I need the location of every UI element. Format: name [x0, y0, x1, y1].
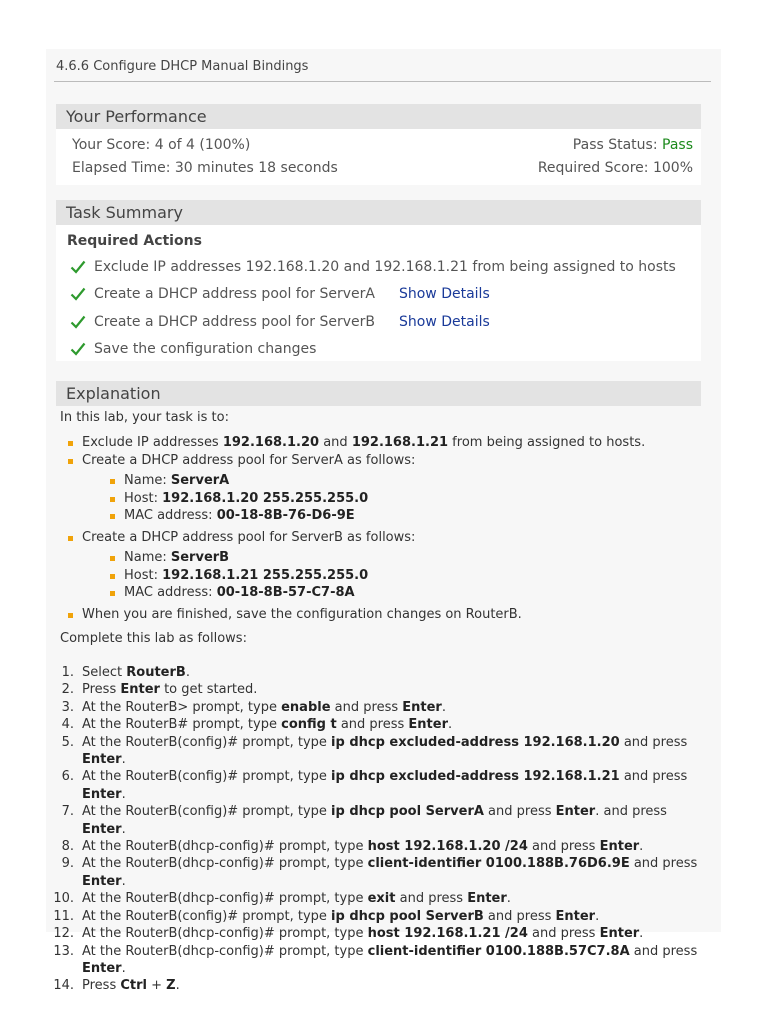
pass-status-value: Pass — [662, 137, 693, 153]
serverb-details — [82, 549, 701, 602]
action-text: Create a DHCP address pool for ServerA — [94, 286, 375, 302]
steps-intro: Complete this lab as follows: — [60, 631, 247, 646]
list-item: MAC address: 00-18-8B-76-D6-9E — [82, 507, 701, 525]
servera-details — [82, 472, 701, 525]
list-item: Exclude IP addresses 192.168.1.20 and 192.168.1.21 from being assigned to hosts. — [60, 434, 701, 452]
step-item: 10. At the RouterB(dhcp-config)# prompt, type exit and press Enter. — [53, 891, 511, 907]
page-title: 4.6.6 Configure DHCP Manual Bindings — [56, 59, 309, 74]
required-actions-title: Required Actions — [67, 233, 202, 249]
action-item — [70, 341, 316, 357]
action-item — [70, 259, 676, 275]
checkmark-icon — [70, 260, 86, 274]
performance-heading: Your Performance — [56, 104, 701, 129]
step-item: 8. At the RouterB(dhcp-config)# prompt, type host 192.168.1.20 /24 and press Enter. — [61, 839, 644, 855]
steps-list — [53, 664, 701, 995]
pass-status-label: Pass Status: — [572, 137, 658, 153]
performance-panel — [56, 129, 701, 185]
required-score: Required Score: 100% — [537, 160, 693, 176]
step-item: 1. Select RouterB. — [61, 665, 190, 680]
step-item: 4. At the RouterB# prompt, type config t and press Enter. — [61, 717, 453, 733]
score-label: Your Score: 4 of 4 (100%) — [72, 137, 251, 153]
step-item: 7. At the RouterB(config)# prompt, type ip dhcp pool ServerA and press Enter. and press Enter. — [61, 804, 667, 837]
pass-status — [573, 137, 693, 153]
checkmark-icon — [70, 315, 86, 329]
explanation-body — [53, 410, 701, 995]
step-item: 11. At the RouterB(config)# prompt, type ip dhcp pool ServerB and press Enter. — [53, 908, 600, 924]
show-details-link-serverb[interactable]: Show Details — [399, 314, 490, 330]
task-summary-panel — [56, 225, 701, 361]
step-item: 14. Press Ctrl + Z. — [53, 978, 180, 994]
list-item: Create a DHCP address pool for ServerB as follows: Name: ServerB Host: 192.168.1.21 255.255.255.0 MAC address: 00-18-8B-57-C7-8A — [60, 529, 701, 602]
step-item: 6. At the RouterB(config)# prompt, type ip dhcp excluded-address 192.168.1.21 and press Enter. — [61, 769, 688, 802]
action-text: Create a DHCP address pool for ServerB — [94, 314, 375, 330]
checkmark-icon — [70, 342, 86, 356]
explanation-heading: Explanation — [56, 381, 701, 406]
step-item: 9. At the RouterB(dhcp-config)# prompt, type client-identifier 0100.188B.76D6.9E and press Enter. — [61, 856, 698, 889]
list-item: Name: ServerA — [82, 472, 701, 490]
elapsed-time: Elapsed Time: 30 minutes 18 seconds — [72, 160, 338, 176]
explanation-intro: In this lab, your task is to: — [60, 410, 229, 425]
action-text: Save the configuration changes — [94, 341, 317, 357]
list-item: MAC address: 00-18-8B-57-C7-8A — [82, 584, 701, 602]
checkmark-icon — [70, 287, 86, 301]
show-details-link-servera[interactable]: Show Details — [398, 286, 490, 302]
list-item: Host: 192.168.1.20 255.255.255.0 — [82, 490, 701, 508]
step-item: 12. At the RouterB(dhcp-config)# prompt, type host 192.168.1.21 /24 and press Enter. — [53, 926, 644, 942]
lab-report-card — [46, 49, 721, 994]
title-divider — [54, 81, 711, 82]
list-item: Host: 192.168.1.21 255.255.255.0 — [82, 567, 701, 585]
step-item: 3. At the RouterB> prompt, type enable and press Enter. — [61, 699, 446, 715]
task-list — [60, 434, 701, 623]
list-item: Name: ServerB — [82, 549, 701, 567]
step-item: 5. At the RouterB(config)# prompt, type ip dhcp excluded-address 192.168.1.20 and press Enter. — [61, 734, 688, 768]
list-item: Create a DHCP address pool for ServerA as follows: Name: ServerA Host: 192.168.1.20 255.255.255.0 MAC address: 00-18-8B-76-D6-9E — [60, 452, 701, 525]
action-item — [70, 286, 490, 302]
step-item: 2. Press Enter to get started. — [61, 682, 258, 698]
task-summary-heading: Task Summary — [56, 200, 701, 225]
list-item: When you are finished, save the configuration changes on RouterB. — [60, 606, 701, 624]
action-item — [70, 314, 490, 330]
action-text: Exclude IP addresses 192.168.1.20 and 192.168.1.21 from being assigned to hosts — [94, 259, 676, 275]
step-item: 13. At the RouterB(dhcp-config)# prompt, type client-identifier 0100.188B.57C7.8A and press Enter. — [53, 943, 698, 976]
